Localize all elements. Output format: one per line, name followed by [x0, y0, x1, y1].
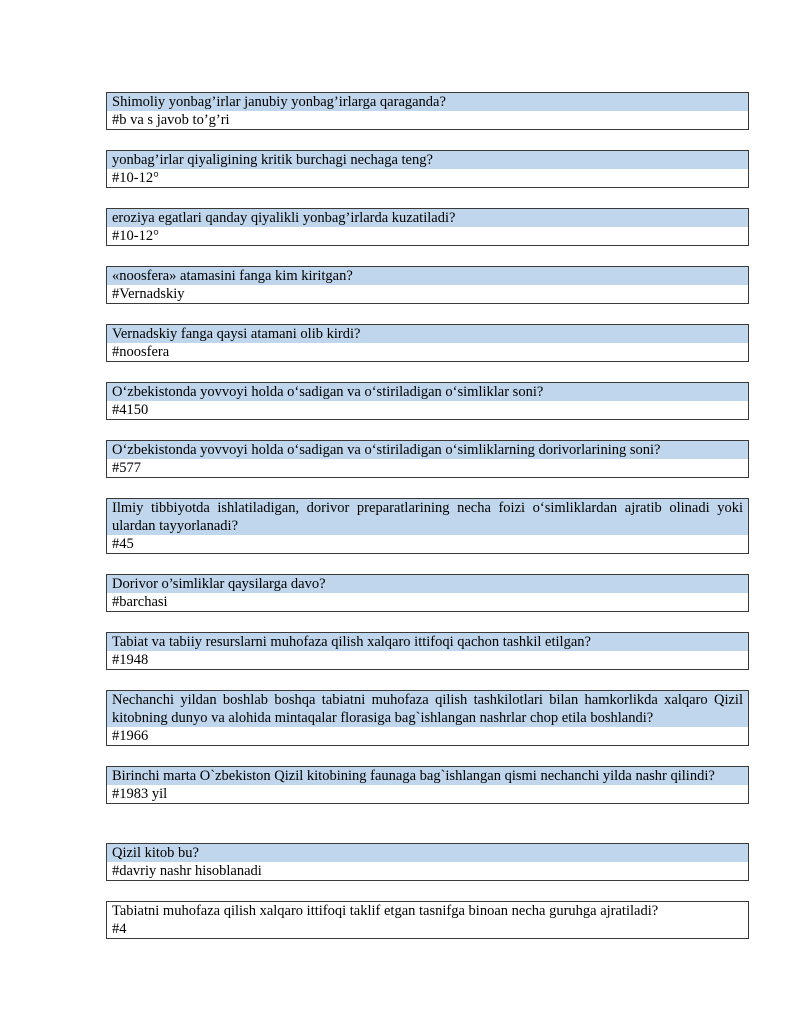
- qa-block-6: [106, 382, 749, 420]
- qa-block-11: [106, 690, 749, 746]
- answer-text: #barchasi: [107, 593, 748, 611]
- answer-text: #1983 yil: [107, 785, 748, 803]
- answer-text: #Vernadskiy: [107, 285, 748, 303]
- question-text: Ilmiy tibbiyotda ishlatiladigan, dorivor preparatlarining necha foizi o‘simliklardan ajratib olinadi yoki ulardan tayyorlanadi?: [107, 499, 748, 535]
- answer-text: #10-12°: [107, 227, 748, 245]
- question-text: yonbag’irlar qiyaligining kritik burchagi nechaga teng?: [107, 151, 748, 169]
- question-text: Birinchi marta O`zbekiston Qizil kitobining faunaga bag`ishlangan qismi nechanchi yilda nashr qilindi?: [107, 767, 748, 785]
- qa-block-12: [106, 766, 749, 804]
- question-text: Shimoliy yonbag’irlar janubiy yonbag’irlarga qaraganda?: [107, 93, 748, 111]
- answer-text: #1948: [107, 651, 748, 669]
- question-text: Vernadskiy fanga qaysi atamani olib kirdi?: [107, 325, 748, 343]
- answer-text: #10-12°: [107, 169, 748, 187]
- qa-block-4: [106, 266, 749, 304]
- qa-block-1: [106, 92, 749, 130]
- answer-text: #4150: [107, 401, 748, 419]
- question-text: Nechanchi yildan boshlab boshqa tabiatni muhofaza qilish tashkilotlari bilan hamkorlikda xalqaro Qizil kitobning dunyo va alohida mintaqalar florasiga bag`ishlangan nashrlar chop etila boshlandi?: [107, 691, 748, 727]
- qa-block-5: [106, 324, 749, 362]
- qa-block-3: [106, 208, 749, 246]
- question-text: eroziya egatlari qanday qiyalikli yonbag’irlarda kuzatiladi?: [107, 209, 748, 227]
- qa-block-8: [106, 498, 749, 554]
- qa-block-9: [106, 574, 749, 612]
- question-text: «noosfera» atamasini fanga kim kiritgan?: [107, 267, 748, 285]
- answer-text: #4: [107, 920, 748, 938]
- answer-text: #b va s javob to’g’ri: [107, 111, 748, 129]
- question-text: Tabiatni muhofaza qilish xalqaro ittifoqi taklif etgan tasnifga binoan necha guruhga ajratiladi?: [107, 902, 748, 920]
- question-text: O‘zbekistonda yovvoyi holda o‘sadigan va o‘stiriladigan o‘simliklarning dorivorlarining soni?: [107, 441, 748, 459]
- answer-text: #577: [107, 459, 748, 477]
- answer-text: #davriy nashr hisoblanadi: [107, 862, 748, 880]
- qa-block-7: [106, 440, 749, 478]
- question-text: Qizil kitob bu?: [107, 844, 748, 862]
- answer-text: #45: [107, 535, 748, 553]
- qa-block-13: [106, 843, 749, 881]
- qa-block-14: [106, 901, 749, 939]
- qa-block-10: [106, 632, 749, 670]
- answer-text: #1966: [107, 727, 748, 745]
- question-text: Tabiat va tabiiy resurslarni muhofaza qilish xalqaro ittifoqi qachon tashkil etilgan?: [107, 633, 748, 651]
- question-text: O‘zbekistonda yovvoyi holda o‘sadigan va o‘stiriladigan o‘simliklar soni?: [107, 383, 748, 401]
- qa-block-2: [106, 150, 749, 188]
- answer-text: #noosfera: [107, 343, 748, 361]
- question-text: Dorivor o’simliklar qaysilarga davo?: [107, 575, 748, 593]
